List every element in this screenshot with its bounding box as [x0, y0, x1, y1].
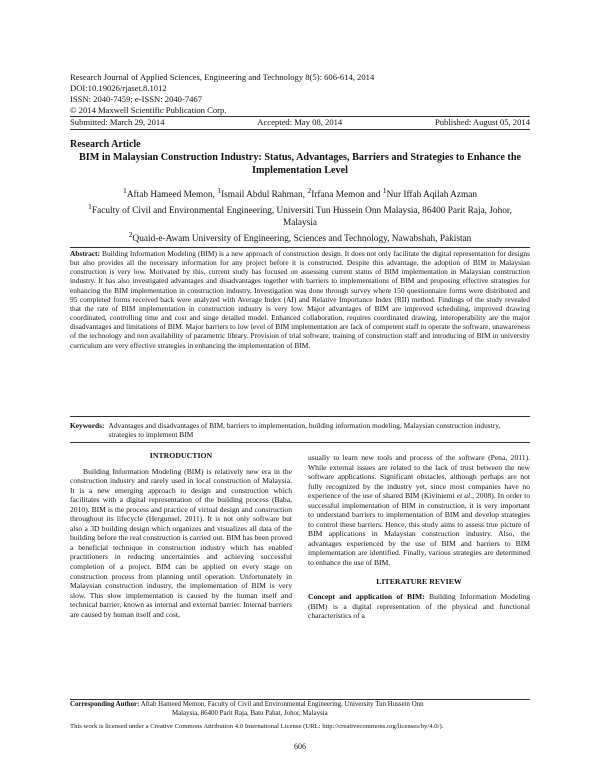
introduction-continuation: usually to learn new tools and process of the software (Pena, 2011). While external issues are related to the lack of trust between the new software applications. Significant obstacles, although perhaps are not fully recognized by the industry yet, since most companies have no experience of the use of shared BIM (Kiviniemi et al., 2008). In order to successful implementation of BIM in construction, it is very important to understand barriers to implementation of BIM and develop strategies to control these barriers. Hence, this study aims to assess true picture of BIM applications in Malaysian construction industry. Also, the advantages experienced by the use of BIM and barriers to BIM implementation are identified. Finally, various strategies are determined to enhance the use of BIM.	[308, 453, 530, 568]
keywords-text: Advantages and disadvantages of BIM, barriers to implementation, building information modeling, Malaysian construction industry, strategies to implement BIM	[108, 421, 501, 440]
author-name: Aftab Hameed Memon,	[126, 190, 218, 201]
journal-citation: Research Journal of Applied Sciences, Engineering and Technology 8(5): 606-614, 2014	[70, 72, 375, 82]
keywords	[70, 421, 530, 439]
license-note: This work is licensed under a Creative Commons Attribution 4.0 International License (URL: http://creativecommons.org/licenses/by/4.0/).	[70, 723, 444, 730]
page-number: 606	[294, 742, 306, 751]
publication-dates	[70, 117, 530, 127]
copyright: © 2014 Maxwell Scientific Publication Corp.	[70, 105, 227, 115]
author-name: Irfana Memon and	[311, 190, 383, 201]
article-type: Research Article	[70, 139, 141, 150]
issn: ISSN: 2040-7459; e-ISSN: 2040-7467	[70, 94, 203, 104]
keywords-rule	[70, 442, 530, 443]
introduction-paragraph: Building Information Modeling (BIM) is relatively new era in the construction industry and rarely used in local construction of Malaysia. It is a new emerging approach to design and construction which facilitates with a digital representation of the building process (Baba, 2010). BIM is the process and practice of virtual design and construction throughout its lifecycle (Hergunsel, 2011). It is not only software but also a 3D building design which organizes and visualizes all data of the building before the real construction is carried out. BIM has been proved a beneficial technique in construction industry which has enabled practitioners in reducing uncertainties and achieving successful completion of a project. BIM can be applied on every stage on construction process from planning until operation. Unfortunately in Malaysian construction industry, the implementation of BIM is very slow. This slow implementation is caused by the human itself and technical barrier, known as internal and external barrier. Internal barriers are caused by human itself and cost,	[70, 466, 292, 619]
abstract-rule-top	[70, 247, 530, 248]
author-list: $^1$Aftab Hameed Memon, $^1$Ismail Abdul Rahman, $^2$Irfana Memon and $^1$Nur Iffah Aqilah Azman	[122, 186, 478, 201]
abstract-rule-bottom	[70, 416, 530, 417]
concept-subheading: Concept and application of BIM:	[308, 592, 425, 602]
published-date: Published: August 05, 2014	[434, 117, 530, 127]
doi: DOI:10.19026/rjaset.8.1012	[70, 83, 167, 93]
footer-rule	[70, 699, 530, 700]
introduction-heading: INTRODUCTION	[149, 451, 213, 460]
accepted-date: Accepted: May 08, 2014	[257, 117, 343, 127]
corresponding-author: Corresponding Author: Aftab Hameed Memon, Faculty of Civil and Environmental Engineering, University Tun Hussein Onn Malaysia, 86400 Parit Raja, Batu Pahat, Johor, Malaysia	[70, 701, 424, 717]
corresponding-label: Corresponding Author:	[70, 701, 140, 708]
affiliation-2: $^2$Quaid-e-Awam University of Engineering, Sciences and Technology, Nawabshah, Pakistan	[128, 230, 472, 245]
left-column	[70, 451, 292, 619]
abstract-label: Abstract:	[70, 249, 100, 258]
author-name: Nur Iffah Aqilah Azman	[386, 190, 478, 201]
literature-review-paragraph: Concept and application of BIM: Building Information Modeling (BIM) is a digital representation of the physical and functional characteristics of a	[308, 592, 531, 621]
keywords-label: Keywords:	[70, 421, 105, 430]
submitted-date: Submitted: March 29, 2014	[70, 117, 165, 127]
right-column	[308, 453, 530, 621]
author-name: Ismail Abdul Rahman,	[221, 190, 308, 201]
affiliation-1: $^1$Faculty of Civil and Environmental Engineering, Universiti Tun Hussein Onn Malaysia, 86400 Parit Raja, Johor, Malaysia	[88, 202, 512, 229]
header-rule-bottom	[70, 129, 530, 130]
abstract-text: Building Information Modeling (BIM) is a new approach of construction design. It does not only facilitate the digital representation for designs but also provides all the necessary information for any project before it is constructed. Despite this advantage, the adoption of BIM in Malaysian construction is very low. Motivated by this, current study has focused on assessing current status of BIM implementation in Malaysian construction industry. It has also investigated advantages and disadvantages together with barriers to implementations of BIM and proposing effective strategies for enhancing the BIM implementation in construction industry. Investigation was done through survey where 150 questionnaire forms were distributed and 95 completed forms received back were analyzed with Average Index (AI) and Relative Importance Index (RII) method. Findings of the study revealed that the rate of BIM implementation in construction industry is very low. Major advantages of BIM are improved scheduling, improved drawing coordinated, controlling time and cost and singe detailed model. Enhanced collaboration, requires coordinated drawing, interoperability are the major disadvantages and limitations of BIM. Major barriers to low level of BIM implementation are lack of competent staff to operate the software, unawareness of the technology and non availability of parametric library. Provision of trial software, training of construction staff and introducing of BIM in university curriculum are very effective strategies in enhancing the implementation of BIM.	[70, 249, 530, 350]
paper-title: BIM in Malaysian Construction Industry: Status, Advantages, Barriers and Strategies to Enhance the Implementation Level	[78, 152, 522, 176]
literature-review-heading: LITERATURE REVIEW	[376, 576, 462, 586]
abstract	[70, 249, 530, 350]
author-block	[70, 185, 530, 245]
